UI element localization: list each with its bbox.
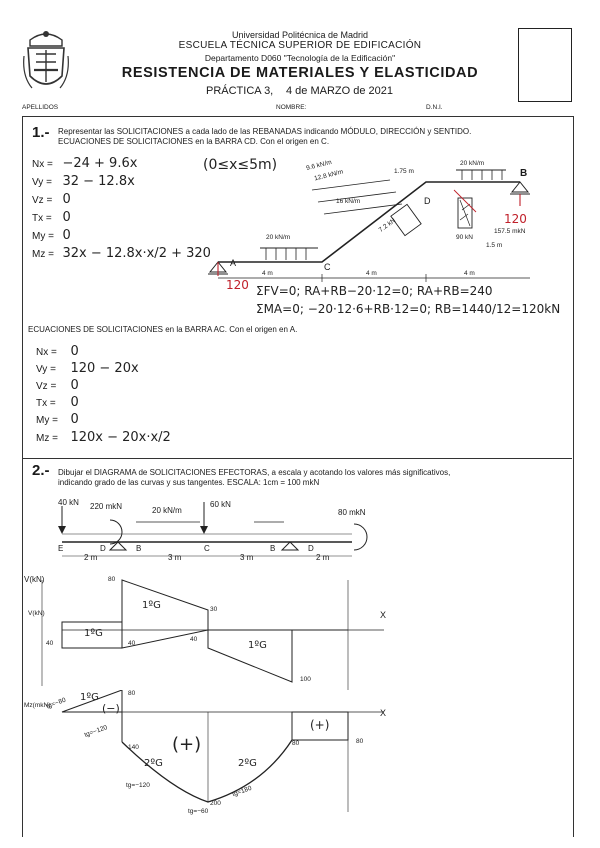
cd-value: 32x − 12.8x·x/2 + 320: [62, 246, 211, 261]
moment-grade-1: 2ºG: [144, 758, 163, 769]
beam-dim-2: 3 m: [168, 553, 182, 562]
shear-grade-1: 1ºG: [84, 628, 103, 639]
fig-point-c: C: [324, 262, 331, 272]
cd-value: 32 − 12.8x: [62, 174, 135, 189]
fig-load-incl-a: 12.8 kN/m: [313, 168, 345, 183]
moment-tangent-3: tg=−60: [188, 808, 209, 815]
shear-val-3: 40: [46, 640, 54, 647]
moment-tangent-2: tg=−120: [126, 782, 150, 789]
fig-load-left: 20 kN/m: [266, 234, 291, 241]
ac-row: [36, 376, 256, 394]
department-name: Departamento D060 "Tecnología de la Edificación": [204, 53, 396, 63]
q1-range: (0≤x≤5m): [203, 157, 278, 173]
moment-val-3: 80: [292, 740, 300, 747]
cd-value: 0: [62, 228, 71, 243]
cd-value: 0: [62, 210, 71, 225]
moment-val-5: 80: [356, 738, 364, 745]
q1-cd-title: ECUACIONES DE SOLICITACIONES en la BARRA CD. Con el origen en C.: [58, 137, 330, 146]
q2-statement-2: indicando grado de las curvas y sus tangentes. ESCALA: 1cm = 100 mkN: [58, 478, 320, 487]
beam-dim-3: 3 m: [240, 553, 254, 562]
beam-dim-4: 2 m: [316, 553, 330, 562]
cd-label: Tx =: [32, 213, 52, 224]
q1-statement: Representar las SOLICITACIONES a cada lado de las REBANADAS indicando MÓDULO, DIRECCIÓN y SENTIDO.: [58, 127, 472, 136]
shear-grade-3: 1ºG: [248, 640, 267, 651]
fig-reaction-b: 120: [504, 212, 527, 226]
ac-label: Vz =: [36, 381, 57, 392]
q2-separator: [22, 458, 572, 459]
moment-val-1: 80: [128, 690, 136, 697]
ac-value: 120x − 20x·x/2: [70, 430, 171, 445]
beam-point-b2: B: [270, 544, 276, 553]
practice-date: 4 de MARZO de 2021: [286, 85, 394, 97]
fig-equation-2: ΣMA=0; −20·12·6+RB·12=0; RB=1440/12=120kN: [256, 302, 561, 316]
fig-point-d: D: [424, 196, 431, 206]
ac-row: [36, 359, 256, 377]
fig-dim-3: 4 m: [464, 270, 475, 277]
q1-ac-title: ECUACIONES DE SOLICITACIONES en la BARRA AC. Con el origen en A.: [28, 325, 298, 334]
fig-note-v2: 157.5 mkN: [494, 228, 526, 235]
fig-note-v1: 90 kN: [456, 234, 473, 241]
beam-force-1: 40 kN: [58, 498, 79, 507]
beam-force-2: 60 kN: [210, 500, 231, 509]
beam-point-b: B: [136, 544, 142, 553]
moment-title: Mz(mkN): [24, 702, 51, 709]
moment-sign-2: (+): [310, 718, 330, 732]
shear-val-2: 30: [210, 606, 218, 613]
fig-dim-1: 4 m: [262, 270, 273, 277]
fig-load-incl: 16 kN/m: [336, 198, 361, 205]
moment-sign-1: (+): [172, 734, 202, 755]
beam-point-e: E: [58, 544, 64, 553]
fig-dim-h: 1.75 m: [394, 168, 414, 175]
field-id: D.N.I.: [426, 104, 443, 111]
fig-point-b: B: [520, 168, 528, 179]
practice-label: PRÁCTICA 3,: [206, 85, 274, 97]
moment-tangent-1: tg=−120: [83, 724, 109, 739]
cd-label: Nx =: [32, 159, 53, 170]
shear-diagram: [22, 570, 402, 690]
beam-point-c: C: [204, 544, 210, 553]
moment-sign-3: (−): [102, 702, 120, 715]
ac-value: 0: [70, 412, 79, 427]
fig-load-right: 20 kN/m: [460, 160, 485, 167]
shear-grade-2: 1ºG: [142, 600, 161, 611]
ac-value: 0: [70, 378, 79, 393]
shear-x-label: X: [380, 610, 387, 620]
cd-label: Mz =: [32, 249, 54, 260]
ac-row: [36, 428, 276, 446]
cd-label: My =: [32, 231, 54, 242]
moment-val-4: 200: [210, 800, 221, 807]
moment-grade-2: 2ºG: [238, 758, 257, 769]
university-name: Universidad Politécnica de Madrid: [231, 30, 369, 40]
beam-load: 20 kN/m: [152, 506, 182, 515]
cd-value: 0: [62, 192, 71, 207]
ac-value: 0: [70, 344, 79, 359]
shear-axis: V(kN): [28, 610, 45, 617]
fig-reaction-a: 120: [226, 278, 249, 292]
cd-label: Vy =: [32, 177, 52, 188]
shear-val-1: 80: [108, 576, 116, 583]
fig-equation-1: ΣFV=0; RA+RB−20·12=0; RA+RB=240: [256, 284, 493, 298]
field-surname: APELLIDOS: [22, 104, 59, 111]
cd-value: −24 + 9.6x: [62, 156, 138, 171]
ac-value: 120 − 20x: [70, 361, 139, 376]
cd-label: Vz =: [32, 195, 53, 206]
fig-note-v3: 7.2 kN: [377, 217, 398, 234]
moment-x-label: X: [380, 708, 387, 718]
ac-value: 0: [70, 395, 79, 410]
ac-row: [36, 410, 256, 428]
moment-tangent-4: tg=180: [231, 784, 253, 799]
ac-label: Mz =: [36, 433, 58, 444]
ac-label: Nx =: [36, 347, 57, 358]
school-name: ESCUELA TÉCNICA SUPERIOR DE EDIFICACIÓN: [178, 40, 422, 51]
ac-label: Vy =: [36, 364, 56, 375]
shear-val-6: 100: [300, 676, 311, 683]
beam-point-d2: D: [308, 544, 314, 553]
beam-dim-1: 2 m: [84, 553, 98, 562]
moment-val-2: 140: [128, 744, 139, 751]
moment-grade-0: 1ºG: [80, 692, 99, 703]
beam-moment-2: 80 mkN: [338, 508, 366, 517]
ac-label: Tx =: [36, 398, 56, 409]
fig-dim-2: 4 m: [366, 270, 377, 277]
q2-statement: Dibujar el DIAGRAMA de SOLICITACIONES EFECTORAS, a escala y acotando los valores más significativos,: [58, 468, 451, 477]
fig-load-incl-b: 9.6 kN/m: [305, 158, 333, 173]
q2-number: 2.-: [32, 462, 50, 479]
shear-val-5: 40: [190, 636, 198, 643]
shear-title: V(kN): [24, 575, 45, 584]
shear-val-4: 40: [128, 640, 136, 647]
beam-point-d: D: [100, 544, 106, 553]
ac-row: [36, 342, 256, 360]
q1-number: 1.-: [32, 124, 50, 141]
course-title: RESISTENCIA DE MATERIALES Y ELASTICIDAD: [121, 65, 479, 81]
moment-tangent-5: tg=−80: [45, 696, 67, 711]
ac-label: My =: [36, 415, 58, 426]
field-name: NOMBRE:: [276, 104, 307, 111]
beam-moment-1: 220 mkN: [90, 502, 123, 511]
ac-row: [36, 393, 256, 411]
fig-point-a: A: [230, 258, 237, 268]
fig-dim-v: 1.5 m: [486, 242, 503, 249]
